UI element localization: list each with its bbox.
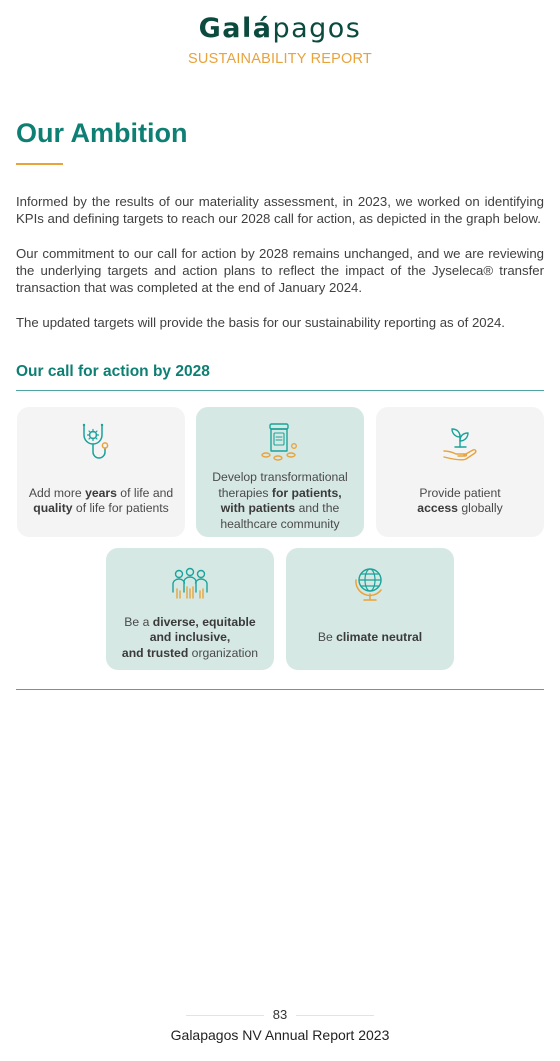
report-subtitle: SUSTAINABILITY REPORT <box>188 51 372 67</box>
ambition-card-diverse-organization <box>106 548 274 670</box>
pill-bottle-icon <box>258 421 302 465</box>
card-text: Be a diverse, equitable and inclusive, and trusted organization <box>121 614 259 660</box>
card-text: Provide patient access globally <box>417 485 503 515</box>
section-divider-top <box>16 390 544 391</box>
ambition-card-climate-neutral <box>286 548 454 670</box>
card-text: Develop transformational therapies for patients, with patients and the healthcare community <box>212 470 348 531</box>
section-divider-bottom <box>16 689 544 690</box>
logo-bold-part: Galá <box>198 13 273 44</box>
globe-icon <box>348 562 392 606</box>
title-underline <box>16 163 63 165</box>
commitment-paragraph: Our commitment to our call for action by 2028 remains unchanged, and we are reviewing the underlying targets and action plans to reflect the impact of the Jyseleca® transfer transaction that was completed at the end of January 2024. <box>16 246 544 295</box>
report-header <box>0 12 560 67</box>
plant-in-hand-icon <box>438 421 482 465</box>
intro-paragraph: Informed by the results of our materiality assessment, in 2023, we worked on identifying KPIs and defining targets to reach our 2028 call for action, as depicted in the graph below. <box>16 194 544 226</box>
report-footer: Galapagos NV Annual Report 2023 <box>170 1027 390 1043</box>
page-title: Our Ambition <box>16 118 188 148</box>
card-text: Be climate neutral <box>317 630 423 645</box>
page-number: 83 <box>0 1007 560 1022</box>
section-heading: Our call for action by 2028 <box>16 363 210 380</box>
stethoscope-icon <box>79 421 123 465</box>
ambition-card-years-of-life <box>17 407 185 537</box>
ambition-card-therapies <box>196 407 364 537</box>
galapagos-logo <box>0 12 560 46</box>
updated-targets-paragraph: The updated targets will provide the basis for our sustainability reporting as of 2024. <box>16 315 505 330</box>
logo-regular-part: pagos <box>272 13 362 44</box>
people-group-icon <box>168 562 212 606</box>
card-text: Add more years of life and quality of life for patients <box>28 485 174 515</box>
ambition-card-patient-access <box>376 407 544 537</box>
